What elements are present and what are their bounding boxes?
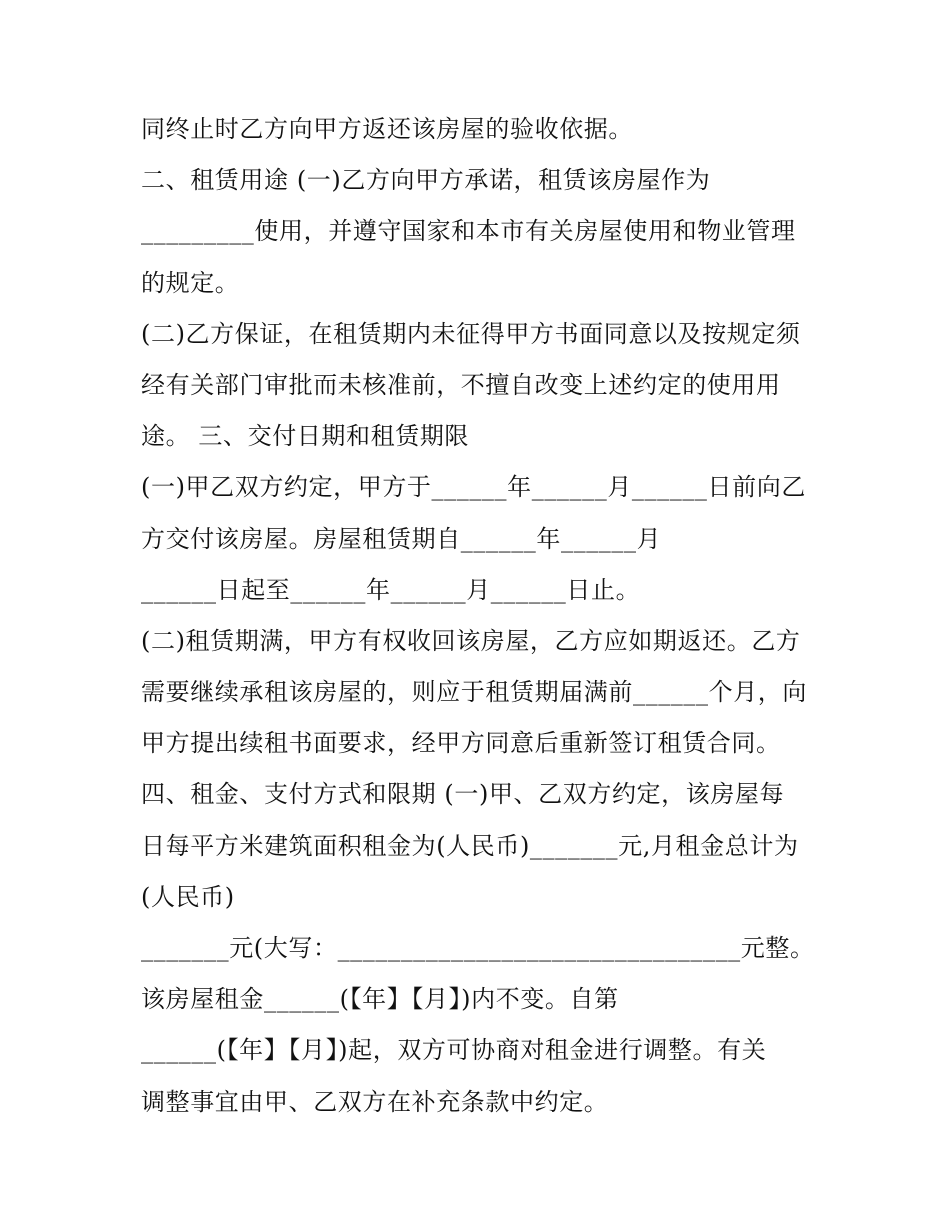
- text-line: 甲方提出续租书面要求，经甲方同意后重新签订租赁合同。: [141, 729, 781, 758]
- text-line: _______元(大写：________________________________元整。: [141, 934, 815, 962]
- text-line: ______日起至______年______月______日止。: [141, 575, 641, 604]
- text-line: (一)甲乙双方约定，甲方于______年______月______日前向乙: [141, 473, 806, 502]
- text-line: (二)乙方保证，在租赁期内未征得甲方书面同意以及按规定须: [141, 319, 801, 348]
- text-line: 方交付该房屋。房屋租赁期自______年______月: [141, 524, 662, 553]
- section-heading-line: 途。 三、交付日期和租赁期限: [141, 422, 470, 451]
- text-line: 同终止时乙方向甲方返还该房屋的验收依据。: [141, 115, 633, 143]
- text-line: (人民币): [141, 882, 235, 911]
- text-line: 的规定。: [141, 268, 240, 297]
- section-heading-line: 四、租金、支付方式和限期 (一)甲、乙双方约定，该房屋每: [141, 780, 785, 809]
- text-line: _________使用，并遵守国家和本市有关房屋使用和物业管理: [141, 217, 796, 246]
- text-line: ______(【年】【月】)起，双方可协商对租金进行调整。有关: [141, 1036, 767, 1065]
- text-line: 该房屋租金______(【年】【月】)内不变。自第: [141, 985, 619, 1014]
- section-heading-line: 二、租赁用途 (一)乙方向甲方承诺，租赁该房屋作为: [141, 166, 711, 195]
- document-body: [141, 104, 841, 1128]
- text-line: (二)租赁期满，甲方有权收回该房屋，乙方应如期返还。乙方: [141, 626, 801, 655]
- text-line: 日每平方米建筑面积租金为(人民币)_______元,月租金总计为: [141, 831, 799, 860]
- text-line: 经有关部门审批而未核准前，不擅自改变上述约定的使用用: [141, 370, 781, 399]
- text-line: 调整事宜由甲、乙双方在补充条款中约定。: [141, 1087, 609, 1116]
- text-line: 需要继续承租该房屋的，则应于租赁期届满前______个月，向: [141, 678, 807, 707]
